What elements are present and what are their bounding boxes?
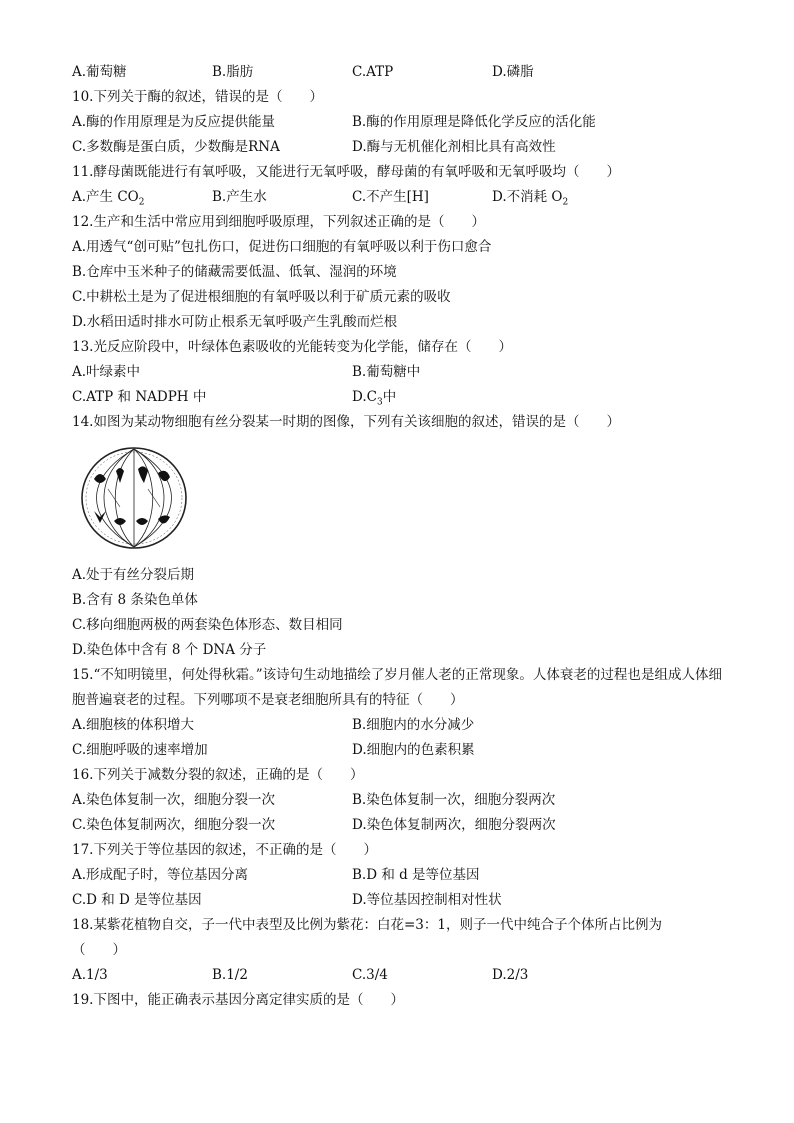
q15-option-b[interactable]: B.细胞内的水分减少 [352, 717, 475, 733]
q13-option-d-suffix: 中 [382, 389, 397, 405]
q16-option-d[interactable]: D.染色体复制两次，细胞分裂两次 [352, 817, 556, 833]
q18-option-a[interactable]: A.1/3 [72, 967, 108, 983]
subscript: 3 [376, 397, 383, 408]
q9-option-c[interactable]: C.ATP [352, 64, 394, 80]
q13-option-a[interactable]: A.叶绿素中 [72, 364, 141, 380]
q15-option-a[interactable]: A.细胞核的体积增大 [72, 717, 195, 733]
q10-stem: 10.下列关于酶的叙述，错误的是（ ） [72, 89, 323, 105]
q15-stem: 15.“不知明镜里，何处得秋霜。”该诗句生动地描绘了岁月催人老的正常现象。人体衰老的过程也是组成人体细胞普遍衰老的过程。下列哪项不是衰老细胞所具有的特征（ ） [72, 667, 722, 708]
q15-options-row1 [72, 713, 732, 738]
q13-option-b[interactable]: B.葡萄糖中 [352, 364, 421, 380]
q10-options-row2 [72, 135, 732, 160]
q14-option-a[interactable]: A.处于有丝分裂后期 [72, 567, 195, 583]
q16-options-row1 [72, 788, 732, 813]
q19-stem: 19.下图中，能正确表示基因分离定律实质的是（ ） [72, 992, 404, 1008]
q10-option-b[interactable]: B.酶的作用原理是降低化学反应的活化能 [352, 114, 596, 130]
q12-stem: 12.生产和生活中常应用到细胞呼吸原理，下列叙述正确的是（ ） [72, 214, 485, 230]
q17-options-row1 [72, 863, 732, 888]
q10-option-a[interactable]: A.酶的作用原理是为反应提供能量 [72, 114, 276, 130]
q10-options-row1 [72, 110, 732, 135]
exam-page [72, 60, 732, 1013]
q17-options-row2 [72, 888, 732, 913]
subscript: 2 [562, 197, 569, 208]
q17-option-a[interactable]: A.形成配子时，等位基因分离 [72, 867, 249, 883]
q16-options-row2 [72, 813, 732, 838]
q14-option-d[interactable]: D.染色体中含有 8 个 DNA 分子 [72, 642, 267, 658]
q11-stem: 11.酵母菌既能进行有氧呼吸，又能进行无氧呼吸，酵母菌的有氧呼吸和无氧呼吸均（ ） [72, 164, 620, 180]
spindle-fibers [97, 449, 172, 547]
q9-option-d[interactable]: D.磷脂 [492, 64, 534, 80]
q14-stem: 14.如图为某动物细胞有丝分裂某一时期的图像，下列有关该细胞的叙述，错误的是（ ） [72, 414, 620, 430]
q11-options [72, 185, 732, 210]
q15-options-row2 [72, 738, 732, 763]
q16-stem: 16.下列关于减数分裂的叙述，正确的是（ ） [72, 767, 364, 783]
q15-option-c[interactable]: C.细胞呼吸的速率增加 [72, 742, 208, 758]
q10-option-c[interactable]: C.多数酶是蛋白质，少数酶是RNA [72, 139, 280, 155]
q9-option-b[interactable]: B.脂肪 [212, 64, 254, 80]
q12-option-b[interactable]: B.仓库中玉米种子的储藏需要低温、低氧、湿润的环境 [72, 264, 397, 280]
q16-option-a[interactable]: A.染色体复制一次，细胞分裂一次 [72, 792, 276, 808]
mitosis-anaphase-figure [74, 443, 194, 553]
q11-option-b[interactable]: B.产生水 [212, 189, 267, 205]
q18-option-d[interactable]: D.2/3 [492, 967, 529, 983]
q16-option-c[interactable]: C.染色体复制两次，细胞分裂一次 [72, 817, 276, 833]
q16-option-b[interactable]: B.染色体复制一次，细胞分裂两次 [352, 792, 556, 808]
q10-option-d[interactable]: D.酶与无机催化剂相比具有高效性 [352, 139, 556, 155]
q13-option-d-text: D.C [352, 389, 377, 405]
subscript: 2 [138, 197, 145, 208]
q13-options-row1 [72, 360, 732, 385]
q9-options [72, 60, 732, 85]
q11-option-c[interactable]: C.不产生[H] [352, 189, 429, 205]
q18-option-b[interactable]: B.1/2 [212, 967, 248, 983]
q11-option-a-text: A.产生 CO [72, 189, 139, 205]
q18-stem-line1: 18.某紫花植物自交，子一代中表型及比例为紫花：白花=3：1，则子一代中纯合子个体所占比例为 [72, 917, 662, 933]
q18-option-c[interactable]: C.3/4 [352, 967, 388, 983]
q15-option-d[interactable]: D.细胞内的色素积累 [352, 742, 475, 758]
q17-option-c[interactable]: C.D 和 D 是等位基因 [72, 892, 202, 908]
q9-option-a[interactable]: A.葡萄糖 [72, 64, 127, 80]
q12-option-c[interactable]: C.中耕松土是为了促进根细胞的有氧呼吸以利于矿质元素的吸收 [72, 289, 451, 305]
q13-option-c[interactable]: C.ATP 和 NADPH 中 [72, 389, 207, 405]
q12-option-a[interactable]: A.用透气“创可贴”包扎伤口，促进伤口细胞的有氧呼吸以利于伤口愈合 [72, 239, 492, 255]
q17-option-d[interactable]: D.等位基因控制相对性状 [352, 892, 502, 908]
q14-option-b[interactable]: B.含有 8 条染色单体 [72, 592, 198, 608]
q13-options-row2 [72, 385, 732, 410]
q18-stem-line2: （ ） [72, 942, 126, 958]
q13-stem: 13.光反应阶段中，叶绿体色素吸收的光能转变为化学能，储存在（ ） [72, 339, 512, 355]
q17-stem: 17.下列关于等位基因的叙述，不正确的是（ ） [72, 842, 377, 858]
q18-options [72, 963, 732, 988]
q11-option-d-text: D.不消耗 O [492, 189, 563, 205]
q14-option-c[interactable]: C.移向细胞两极的两套染色体形态、数目相同 [72, 617, 343, 633]
q17-option-b[interactable]: B.D 和 d 是等位基因 [352, 867, 480, 883]
q12-option-d[interactable]: D.水稻田适时排水可防止根系无氧呼吸产生乳酸而烂根 [72, 314, 398, 330]
